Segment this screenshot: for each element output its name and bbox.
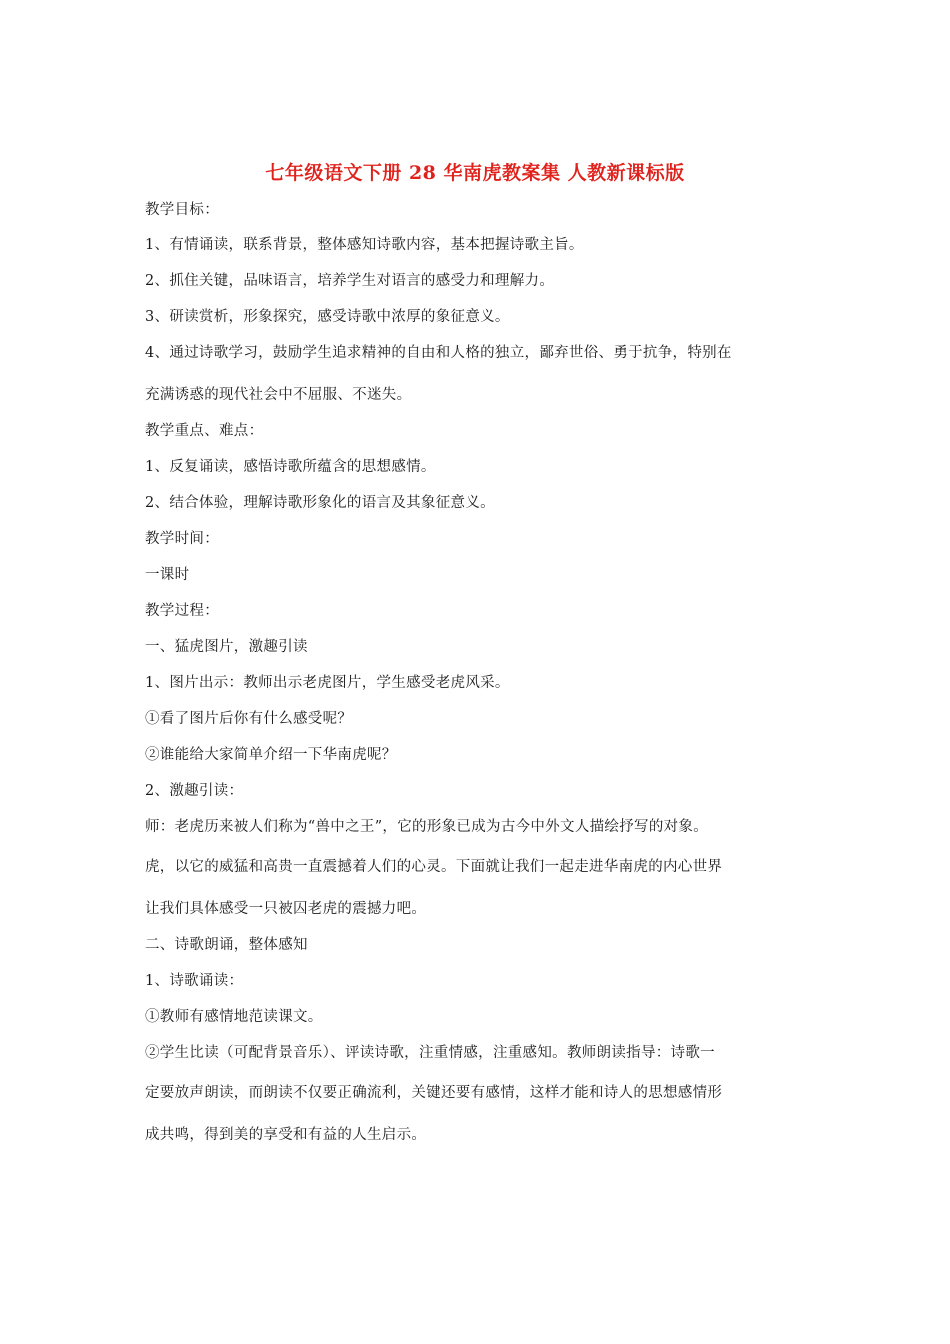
section-1-item-1: 1、图片出示：教师出示老虎图片，学生感受老虎风采。 xyxy=(145,675,510,691)
heading-teaching-goals: 教学目标： xyxy=(145,202,219,218)
section-2-heading: 二、诗歌朗诵，整体感知 xyxy=(145,937,308,953)
reading-step-2-line-3: 成共鸣，得到美的享受和有益的人生启示。 xyxy=(145,1127,427,1143)
teacher-intro-line-1: 师：老虎历来被人们称为“兽中之王”，它的形象已成为古今中外文人描绘抒写的对象。 xyxy=(145,819,709,835)
document-title: 七年级语文下册 28 华南虎教案集 人教新课标版 xyxy=(265,162,685,184)
heading-teaching-process: 教学过程： xyxy=(145,603,219,619)
goal-item-3: 3、研读赏析，形象探究，感受诗歌中浓厚的象征意义。 xyxy=(145,309,510,325)
goal-item-4: 4、通过诗歌学习，鼓励学生追求精神的自由和人格的独立，鄙弃世俗、勇于抗争，特别在 xyxy=(145,345,732,361)
reading-step-2-line-1: ②学生比读（可配背景音乐）、评读诗歌，注重情感，注重感知。教师朗读指导：诗歌一 xyxy=(145,1045,715,1061)
teacher-intro-line-2: 虎，以它的威猛和高贵一直震撼着人们的心灵。下面就让我们一起走进华南虎的内心世界 xyxy=(145,859,723,875)
goal-item-1: 1、有情诵读，联系背景，整体感知诗歌内容，基本把握诗歌主旨。 xyxy=(145,237,584,253)
teacher-intro-line-3: 让我们具体感受一只被囚老虎的震撼力吧。 xyxy=(145,901,427,917)
teaching-time-value: 一课时 xyxy=(145,567,190,583)
goal-item-4-cont: 充满诱惑的现代社会中不屈服、不迷失。 xyxy=(145,387,412,403)
section-1-item-2: 2、激趣引读： xyxy=(145,783,244,799)
key-point-1: 1、反复诵读，感悟诗歌所蕴含的思想感情。 xyxy=(145,459,436,475)
reading-step-2-line-2: 定要放声朗读，而朗读不仅要正确流利，关键还要有感情，这样才能和诗人的思想感情形 xyxy=(145,1085,723,1101)
question-1: ①看了图片后你有什么感受呢？ xyxy=(145,711,353,727)
goal-item-2: 2、抓住关键，品味语言，培养学生对语言的感受力和理解力。 xyxy=(145,273,555,289)
reading-step-1: ①教师有感情地范读课文。 xyxy=(145,1009,323,1025)
heading-key-points: 教学重点、难点： xyxy=(145,423,264,439)
heading-teaching-time: 教学时间： xyxy=(145,531,219,547)
section-1-heading: 一、猛虎图片，激趣引读 xyxy=(145,639,308,655)
key-point-2: 2、结合体验，理解诗歌形象化的语言及其象征意义。 xyxy=(145,495,495,511)
question-2: ②谁能给大家简单介绍一下华南虎呢？ xyxy=(145,747,397,763)
section-2-item-1: 1、诗歌诵读： xyxy=(145,973,244,989)
